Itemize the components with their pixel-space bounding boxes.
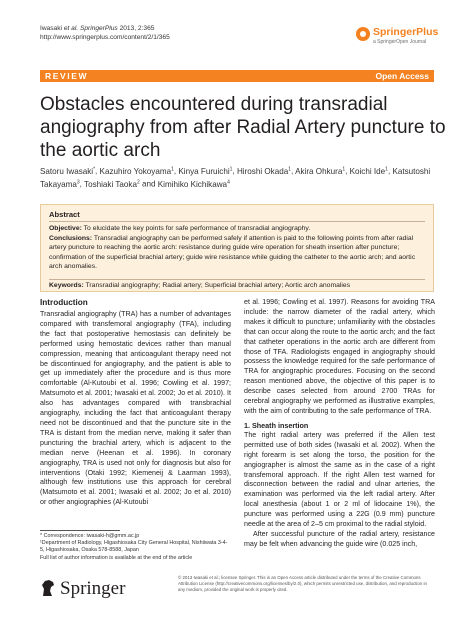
author-affiliation-mark: 1 — [342, 166, 346, 172]
objective-text: To elucidate the key points for safe performance of transradial angiography. — [83, 225, 311, 232]
author-info-note: Full list of author information is available at the end of the article — [40, 554, 193, 561]
article-url[interactable]: http://www.springerplus.com/content/2/1/365 — [40, 34, 170, 41]
citation-volume: 2013, 2:365 — [119, 25, 155, 32]
sheath-insertion-paragraph: The right radial artery was preferred if the Allen test permitted use of both sides (Iwasaki et al. 2002). When the right forearm is set along the torso, the position for the angiographer is almost the same as in the case of a right transfemoral approach. If the right Allen test warned for disconnection between the radial and ulnar arteries, the examination was performed via the left radial artery. After local anesthesia (about 1 or 2 ml of lidocaine 1%), the puncture was performed using a 22G (0.9 mm) puncture needle at the area of 2–5 cm proximal to the radial styloid. — [244, 430, 435, 529]
citation-line — [40, 24, 170, 33]
footnote-divider — [40, 530, 120, 531]
author-affiliation-mark: * — [93, 166, 96, 172]
keywords-label: Keywords: — [49, 282, 84, 289]
citation-etal: et al. — [63, 25, 79, 32]
left-column — [40, 298, 231, 508]
author-affiliation-mark: 1 — [288, 166, 292, 172]
license-notice — [178, 575, 434, 593]
affiliation-note: ¹Department of Radiology, Higashiosaka City General Hospital, Nishiiwata 3-4-5, Higashiosaka, Osaka 578-8588, Japan — [40, 540, 228, 554]
author-name: Katsutoshi Takayama$^3$ — [40, 166, 431, 189]
introduction-paragraph: Transradial angiography (TRA) has a number of advantages compared with transfemoral angiography (TFA), including the fact that postoperative hemostasis can definitely be performed using hemostatic devices rather than manual compression, meaning that anticoagulant therapy need not be discontinued for angiography, and the patient is able to get up immediately after the procedure and is thus more comfortable (Al-Kutoubi et al. 1996; Cowling et al. 1997; Matsumoto et al. 2001; Iwasaki et al. 2002; Jo et al. 2010). It also has advantages compared with transbrachial angiography, including the fact that anticoagulant therapy need not be discontinued and that the puncture site in the TRA is distant from the median nerve, making it safer than puncturing the brachial artery, which is adjacent to the median nerve (Heenan et al. 1996). In coronary angiography, TRA is used not only for diagnosis but also for interventions (Otaki 1992; Kiemeneij & Laarman 1993), although few institutions use this approach for cerebral (Matsumoto et al. 2001; Iwasaki et al. 2002; Jo et al. 2010) or other angiographies (Al-Kutoubi — [40, 310, 231, 507]
abstract-body — [49, 224, 427, 272]
sheath-insertion-paragraph-2: After successful puncture of the radial artery, resistance may be felt when advancing the guide wire (0.025 inch, — [244, 529, 435, 548]
springerplus-logo-icon — [356, 27, 370, 41]
license-text: © 2013 Iwasaki et al.; licensee Springer. This is an Open Access article distributed under the terms of the Creative Commons Attribution License (http://creativecommons.org/licenses/by/2.0), which permits unrestricted use, distribution, and reproduction in any medium, provided the original work is properly cited. — [178, 575, 427, 593]
keywords-divider — [49, 279, 425, 280]
citation-author: Iwasaki — [40, 25, 62, 32]
section-bar — [40, 70, 434, 82]
abstract-conclusions — [49, 234, 427, 272]
footnotes — [40, 533, 230, 562]
author-affiliation-mark: 4 — [227, 179, 230, 186]
abstract-objective — [49, 224, 427, 234]
author-name: Satoru Iwasaki* — [40, 166, 96, 176]
article-type: REVIEW — [45, 71, 89, 81]
correspondence-note[interactable]: * Correspondence: iwasaki-h@gmm.ac.jp — [40, 533, 140, 539]
introduction-paragraph-continued: et al. 1996; Cowling et al. 1997). Reasons for avoiding TRA include: the narrow diameter of the radial artery, which makes it difficult to puncture; unfamiliarity with the obstacles that can occur along the route to the aortic arch; and the fact that catheter operations in the aortic arch are different from those of TFA. Radiologists engaged in angiography should possess the knowledge required for the safe performance of TRA for angiographic procedures. Focusing on the second reason mentioned above, the objective of this paper is to describe cases selected from around 2700 TRAs for cerebral angiography we performed as illustrative examples, with the aim of contributing to the safe performance of TRA. — [244, 298, 435, 415]
objective-label: Objective: — [49, 225, 82, 232]
abstract-keywords — [49, 281, 427, 290]
keywords-text: Transradial angiography; Radial artery; Superficial brachial artery; Aortic arch anomalies — [85, 282, 351, 289]
springer-horse-icon — [40, 579, 56, 597]
authors-and: and — [139, 179, 158, 189]
abstract-box — [40, 204, 434, 292]
abstract-heading: Abstract — [49, 210, 80, 219]
author-name: Hiroshi Okada$^1$ — [236, 166, 292, 176]
author-name: Kimihiko Kichikawa$^4$ — [157, 179, 230, 189]
author-affiliation-mark: 1 — [171, 166, 174, 172]
publisher-name: Springer — [60, 578, 126, 599]
conclusions-text: Transradial angiography can be performed safely if attention is paid to the following points from after radial artery puncture to reaching the aortic arch: resistance during guide wire operation for sheath insertion after puncture; confirmation of the superficial brachial artery; guide wire resistance while guiding the catheter to the aortic arch; and aortic arch anomalies. — [49, 234, 416, 271]
author-affiliation-mark: 3 — [76, 179, 80, 186]
citation-journal: SpringerPlus — [79, 25, 118, 32]
author-name: Akira Ohkura$^1$ — [295, 166, 346, 176]
author-affiliation-mark: 2 — [136, 179, 140, 186]
author-name: Kinya Furuichi$^1$ — [178, 166, 233, 176]
author-name: Kazuhiro Yokoyama$^1$ — [99, 166, 174, 176]
introduction-heading: Introduction — [40, 298, 88, 307]
abstract-divider — [49, 221, 425, 222]
author-name: Koichi Ide$^1$ — [349, 166, 388, 176]
logo-subtitle: a SpringerOpen Journal — [373, 39, 427, 45]
sheath-insertion-heading: 1. Sheath insertion — [244, 420, 309, 430]
conclusions-label: Conclusions: — [49, 234, 93, 242]
author-list: Satoru Iwasaki*, Kazuhiro Yokoyama$^1$, Kinya Furuichi$^1$, Hiroshi Okada$^1$, Akira Ohkura$^1$, Koichi Ide$^1$, Katsutoshi Takayama$^3$, Toshiaki Taoka$^2$ and Kimihiko Kichikawa$^4$ — [40, 166, 431, 189]
author-name: Toshiaki Taoka$^2$ — [84, 179, 140, 189]
open-access-label: Open Access — [375, 71, 429, 81]
journal-citation — [40, 24, 170, 42]
author-affiliation-mark: 1 — [385, 166, 388, 172]
article-title: Obstacles encountered during transradial angiography from after Radial Artery puncture to the aortic arch — [40, 94, 446, 161]
springerplus-logo — [356, 25, 438, 49]
logo-name: SpringerPlus — [373, 26, 439, 38]
right-column — [244, 298, 435, 550]
author-affiliation-mark: 1 — [229, 166, 233, 172]
springer-logo — [40, 577, 140, 601]
